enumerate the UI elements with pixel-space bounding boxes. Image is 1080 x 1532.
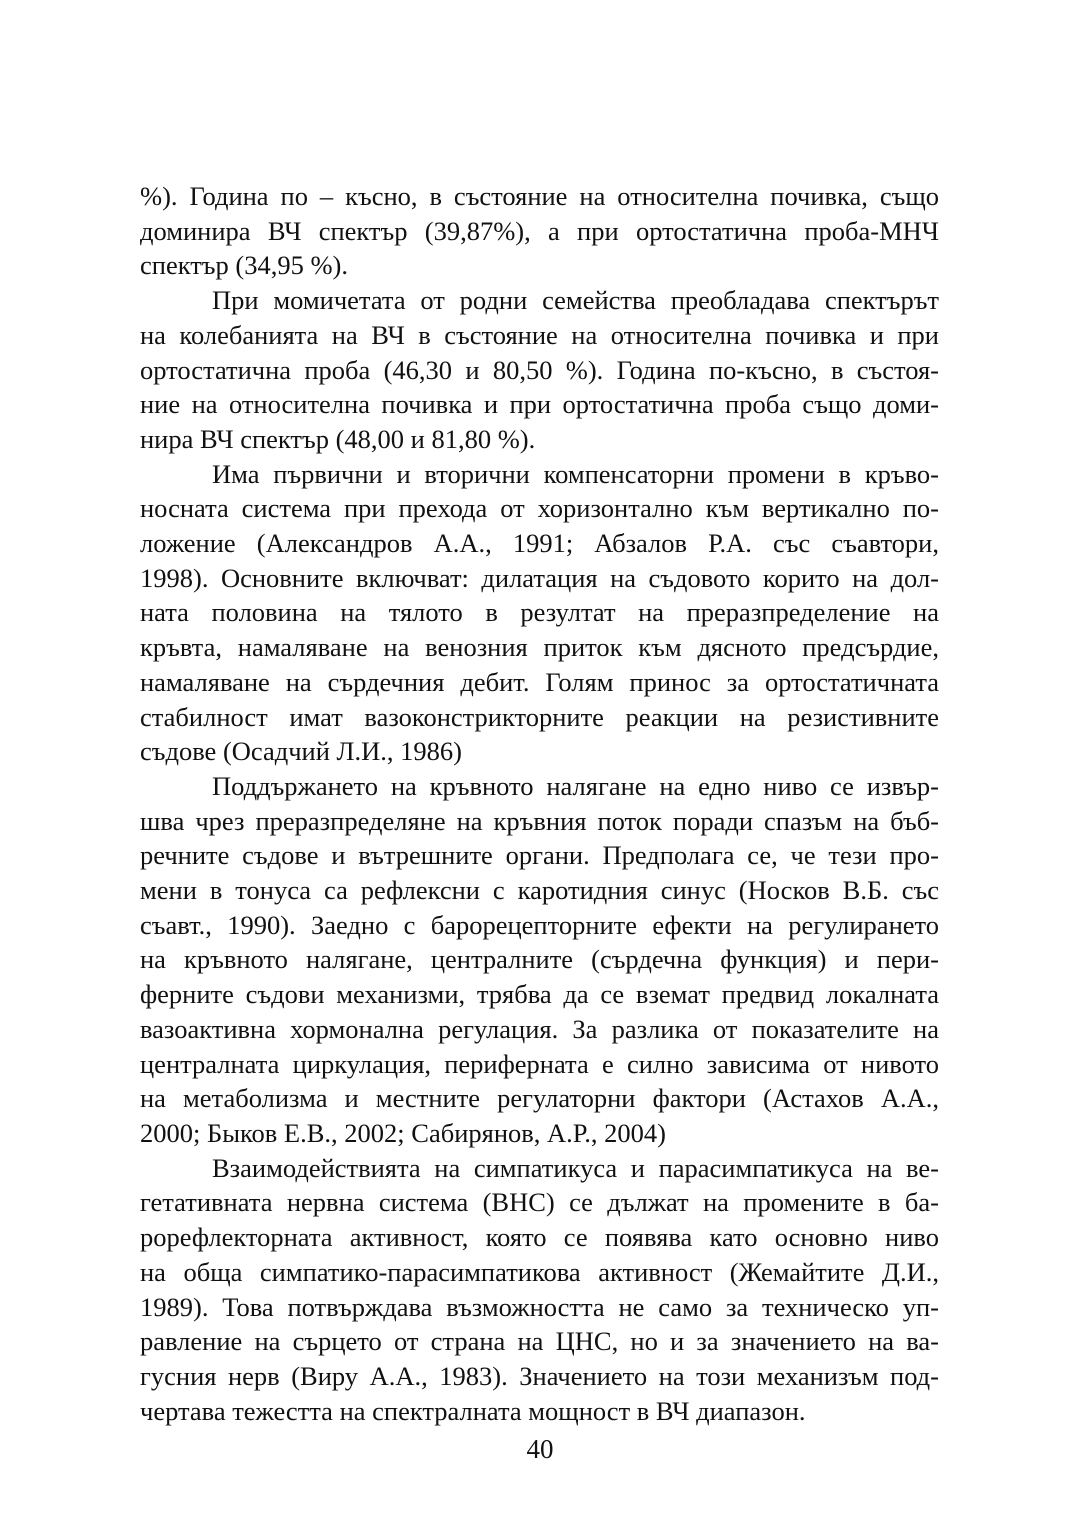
text-line: вазоактивна хормонална регулация. За разлика от показателите на — [140, 1013, 939, 1044]
text-line: речните съдове и вътрешните органи. Предполага се, че тези про- — [140, 840, 939, 871]
text-line: доминира ВЧ спектър (39,87%), а при ортостатична проба-МНЧ — [140, 215, 939, 246]
paragraph-2 — [140, 283, 939, 457]
text-line: централната циркулация, периферната е силно зависима от нивото — [140, 1048, 939, 1079]
text-line: съдове (Осадчий Л.И., 1986) — [140, 736, 462, 767]
text-line: шва чрез преразпределяне на кръвния поток поради спазъм на бъб- — [140, 805, 939, 836]
text-line: ната половина на тялото в резултат на преразпределение на — [140, 597, 939, 628]
text-line: равление на сърцето от страна на ЦНС, но и за значението на ва- — [140, 1326, 939, 1357]
text-line: 1998). Основните включват: дилатация на съдовото корито на дол- — [140, 562, 939, 593]
text-line: нира ВЧ спектър (48,00 и 81,80 %). — [140, 423, 536, 454]
paragraph-4 — [140, 769, 939, 1151]
text-line: на колебанията на ВЧ в състояние на относителна почивка и при — [140, 319, 939, 350]
body-text — [140, 179, 939, 1428]
text-line: рорефлекторната активност, която се появява като основно ниво — [140, 1222, 939, 1253]
text-line: намаляване на сърдечния дебит. Голям принос за ортостатичната — [140, 666, 939, 697]
text-line: гетативната нервна система (ВНС) се дължат на промените в ба- — [140, 1187, 939, 1218]
text-line: Поддържането на кръвното налягане на едно ниво се извър- — [212, 770, 939, 801]
text-line: Има първични и вторични компенсаторни промени в кръво- — [212, 458, 939, 489]
text-line: 2000; Быков Е.В., 2002; Сабирянов, А.Р., 2004) — [140, 1117, 666, 1148]
text-line: При момичетата от родни семейства преобладава спектърът — [212, 285, 939, 316]
text-line: носната система при прехода от хоризонтално към вертикално по- — [140, 493, 939, 524]
text-line: ние на относителна почивка и при ортостатична проба също доми- — [140, 389, 939, 420]
text-line: стабилност имат вазоконстрикторните реакции на резистивните — [140, 701, 939, 732]
paragraph-1 — [140, 179, 939, 283]
text-line: ферните съдови механизми, трябва да се вземат предвид локалната — [140, 979, 939, 1010]
paragraph-5 — [140, 1151, 939, 1429]
text-line: %). Година по – късно, в състояние на относителна почивка, също — [140, 181, 939, 211]
text-line: на обща симпатико-парасимпатикова активност (Жемайтите Д.И., — [140, 1256, 939, 1287]
text-line: спектър (34,95 %). — [140, 250, 348, 281]
text-line: на метаболизма и местните регулаторни фактори (Астахов А.А., — [140, 1083, 939, 1114]
page-number: 40 — [526, 1434, 554, 1464]
text-line: чертава тежестта на спектралната мощност в ВЧ диапазон. — [140, 1395, 806, 1426]
paragraph-3 — [140, 457, 939, 769]
text-line: съавт., 1990). Заедно с барорецепторните ефекти на регулирането — [140, 909, 939, 940]
text-line: кръвта, намаляване на венозния приток към дясното предсърдие, — [140, 632, 939, 663]
text-line: ортостатична проба (46,30 и 80,50 %). Година по-късно, в състоя- — [140, 354, 939, 385]
text-line: ложение (Александров А.А., 1991; Абзалов Р.А. със съавтори, — [140, 528, 939, 559]
text-line: Взаимодействията на симпатикуса и парасимпатикуса на ве- — [212, 1152, 939, 1183]
text-line: мени в тонуса са рефлексни с каротидния синус (Носков В.Б. със — [140, 875, 939, 906]
text-line: на кръвното налягане, централните (сърдечна функция) и пери- — [140, 944, 939, 975]
text-line: гусния нерв (Виру А.А., 1983). Значението на този механизъм под- — [140, 1360, 939, 1391]
text-line: 1989). Това потвърждава възможността не само за техническо уп- — [140, 1291, 939, 1322]
